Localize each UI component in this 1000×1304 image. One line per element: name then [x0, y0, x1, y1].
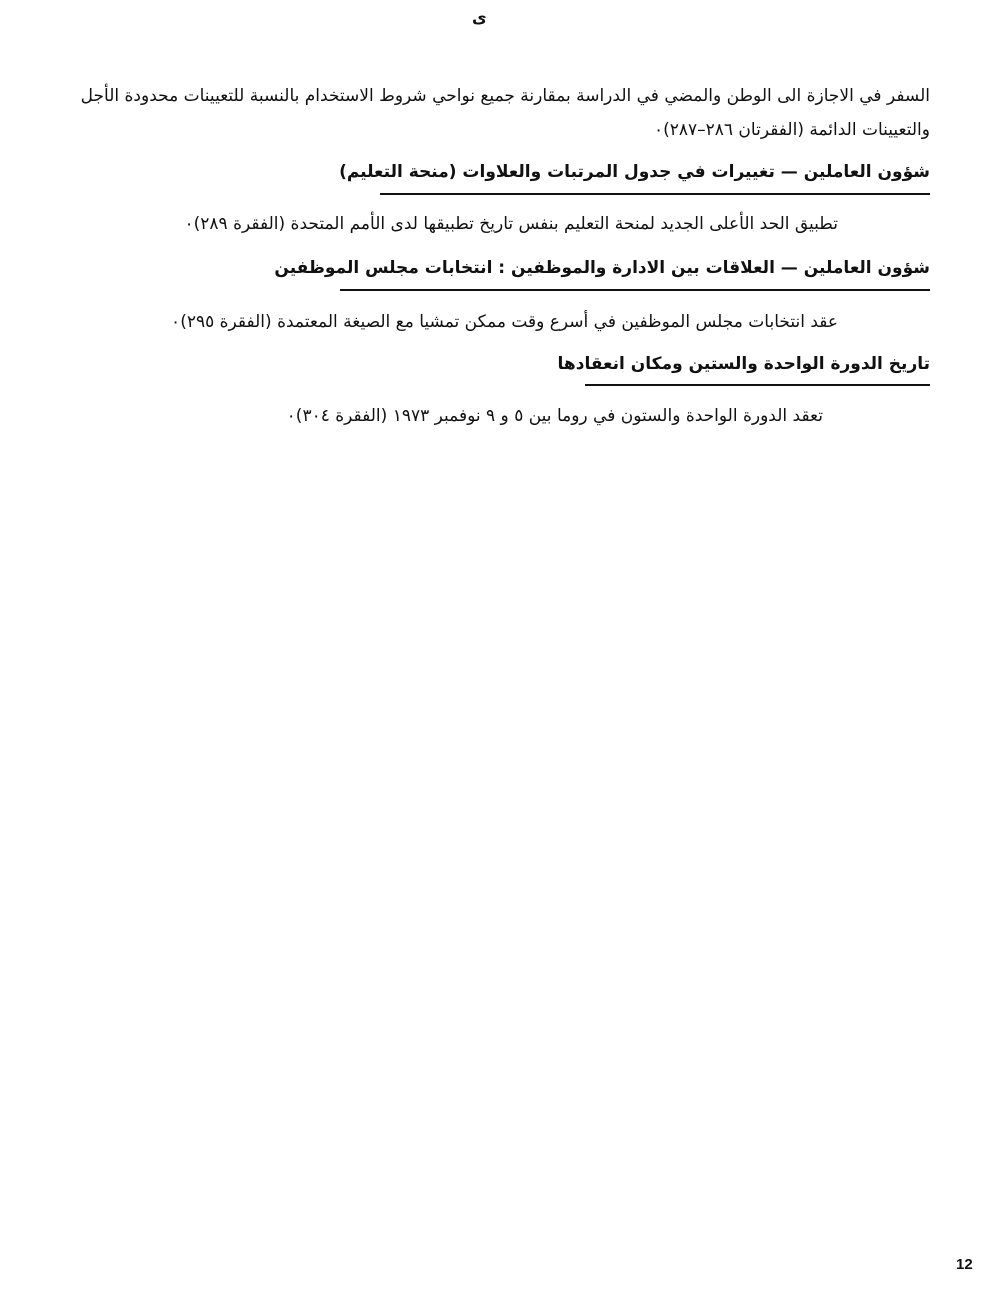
session-heading: تاريخ الدورة الواحدة والستين ومكان انعقادها: [557, 354, 930, 374]
staff-council-heading: شؤون العاملين — العلاقات بين الادارة والموظفين : انتخابات مجلس الموظفين: [274, 258, 930, 278]
page-number: 12: [956, 1256, 973, 1273]
travel-paragraph-line-1: السفر في الاجازة الى الوطن والمضي في الدراسة بمقارنة جميع نواحي شروط الاستخدام بالنسبة للتعيينات محدودة الأجل: [80, 86, 930, 106]
session-body: تعقد الدورة الواحدة والستون في روما بين ٥ و ٩ نوفمبر ١٩٧٣ (الفقرة ٣٠٤)٠: [286, 406, 823, 426]
education-grant-heading: شؤون العاملين — تغييرات في جدول المرتبات والعلاوات (منحة التعليم): [339, 162, 930, 182]
education-grant-heading-underline: [380, 193, 930, 195]
staff-council-body: عقد انتخابات مجلس الموظفين في أسرع وقت ممكن تمشيا مع الصيغة المعتمدة (الفقرة ٢٩٥)٠: [171, 312, 838, 332]
staff-council-heading-underline: [340, 289, 930, 291]
travel-paragraph-line-2: والتعيينات الدائمة (الفقرتان ٢٨٦–٢٨٧)٠: [653, 120, 930, 140]
page-letter: ى: [472, 8, 487, 27]
education-grant-body: تطبيق الحد الأعلى الجديد لمنحة التعليم بنفس تاريخ تطبيقها لدى الأمم المتحدة (الفقرة ٢٨٩)٠: [184, 214, 838, 234]
session-heading-underline: [585, 384, 930, 386]
